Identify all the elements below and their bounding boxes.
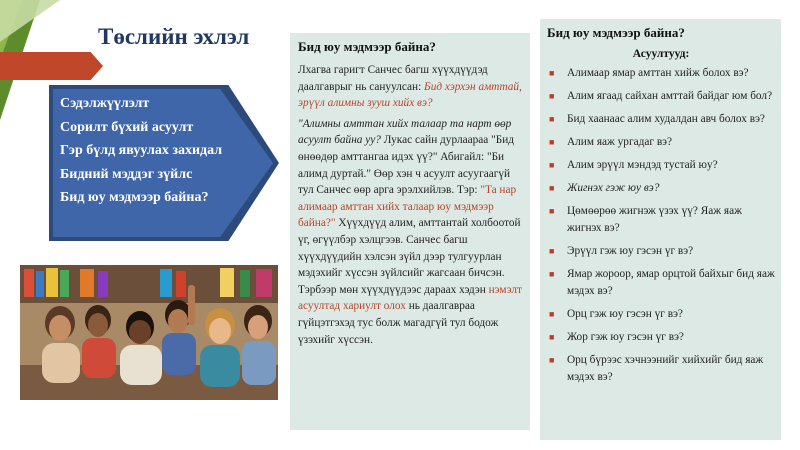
square-bullet-icon: ■ <box>549 309 555 319</box>
nav-item-what-we-want-to-know[interactable]: Бид юу мэдмээр байна? <box>60 190 209 205</box>
nav-list <box>60 92 260 210</box>
square-bullet-icon: ■ <box>549 114 555 124</box>
story-text-p2d: Хүүхдүүд алим, амттантай холбоотой үг, өгүүлбэр хэлцгээв. Санчес багш хүүхдүүдийн хэлсэн зүйл дээр тулгуурлан мэдэхийг хүссэн зүйлсийг жагсаан бичсэн. Тэрбээр мөн хүүхдүүдээс дараах хэдэн <box>298 217 521 296</box>
story-text-p2f: нь даалгавраа гүйцэтгэхэд тус болж магадгүй тул бодож үзэхийг хүссэн. <box>298 300 499 346</box>
list-item: ■ Орц бүрээс хэчнээнийг хийхийг бид яаж мэдэх вэ? <box>549 354 764 383</box>
story-text <box>298 62 522 348</box>
list-item: ■ Жигнэх гэж юу вэ? <box>547 180 775 197</box>
story-text-p2e: нэмэлт асуултад хариулт олох <box>298 283 522 313</box>
square-bullet-icon: ■ <box>549 246 555 256</box>
nav-item-family-letter[interactable]: Гэр бүлд явуулах захидал <box>60 143 223 158</box>
square-bullet-icon: ■ <box>549 160 555 170</box>
list-item: ■ Алим эрүүл мэндэд тустай юу? <box>547 157 775 174</box>
story-text-p1a: Лхагва гаригт Санчес багш хүүхдүүдэд даалгаврыг нь сануулсан: <box>298 64 488 93</box>
story-text-p2c: "Та нар алимаар амттан хийх талаар юу мэдмээр байна?" <box>298 184 517 230</box>
story-text-p2a: "Алимны амттан хийх талаар та нарт өөр асуулт байна уу? <box>298 117 512 147</box>
list-item: ■ Бид хаанаас алим худалдан авч болох вэ? <box>547 111 775 128</box>
slide-title: Төслийн эхлэл <box>98 24 250 49</box>
story-panel <box>290 33 530 430</box>
story-heading: Бид юу мэдмээр байна? <box>298 39 436 54</box>
nav-item-motivation[interactable]: Сэдэлжүүлэлт <box>60 96 150 111</box>
nav-item-challenge-question[interactable]: Сорилт бүхий асуулт <box>60 119 194 135</box>
questions-subheading: Асуултууд: <box>632 48 690 60</box>
square-bullet-icon: ■ <box>549 332 555 342</box>
questions-panel <box>540 19 781 440</box>
list-item: ■ Алим ягаад сайхан амттай байдаг юм бол? <box>547 88 775 105</box>
list-item: ■ Алим яаж ургадаг вэ? <box>547 134 775 151</box>
square-bullet-icon: ■ <box>549 206 555 216</box>
classroom-children-photo <box>20 265 278 400</box>
corner-decoration-light <box>0 0 60 42</box>
list-item: ■ Цөмөөрөө жигнэж үзэх үү? Яаж яаж жигнэх вэ? <box>549 205 742 234</box>
story-text-p1b: Бид хэрхэн амттай, эрүүл алимны зууш хийх вэ? <box>298 80 522 110</box>
square-bullet-icon: ■ <box>549 137 555 147</box>
list-item: ■ Эрүүл гэж юу гэсэн үг вэ? <box>547 243 775 260</box>
questions-heading: Бид юу мэдмээр байна? <box>547 25 685 40</box>
list-item: ■ Орц гэж юу гэсэн үг вэ? <box>547 306 775 323</box>
story-text-p2b: Лукас сайн дурлаараа "Бид өнөөдөр амттангаа идэх үү?" Абигайл: "Би алимд дуртай." Өөр хэн ч асуулт асуугаагүй тул Санчес өөр арга эрэлхийлэв. Тэр: <box>298 134 515 197</box>
square-bullet-icon: ■ <box>549 183 555 193</box>
list-item: ■ Жор гэж юу гэсэн үг вэ? <box>547 329 775 346</box>
square-bullet-icon: ■ <box>549 269 555 279</box>
list-item: ■ Ямар жороор, ямар орцтой байхыг бид яаж мэдэх вэ? <box>549 268 775 297</box>
square-bullet-icon: ■ <box>549 355 555 365</box>
nav-item-what-we-know[interactable]: Бидний мэддэг зүйлс <box>60 166 193 182</box>
title-accent-arrow <box>0 52 103 80</box>
list-item: ■ Алимаар ямар амттан хийж болох вэ? <box>547 65 775 82</box>
questions-list <box>547 65 775 386</box>
square-bullet-icon: ■ <box>549 91 555 101</box>
square-bullet-icon: ■ <box>549 68 555 78</box>
